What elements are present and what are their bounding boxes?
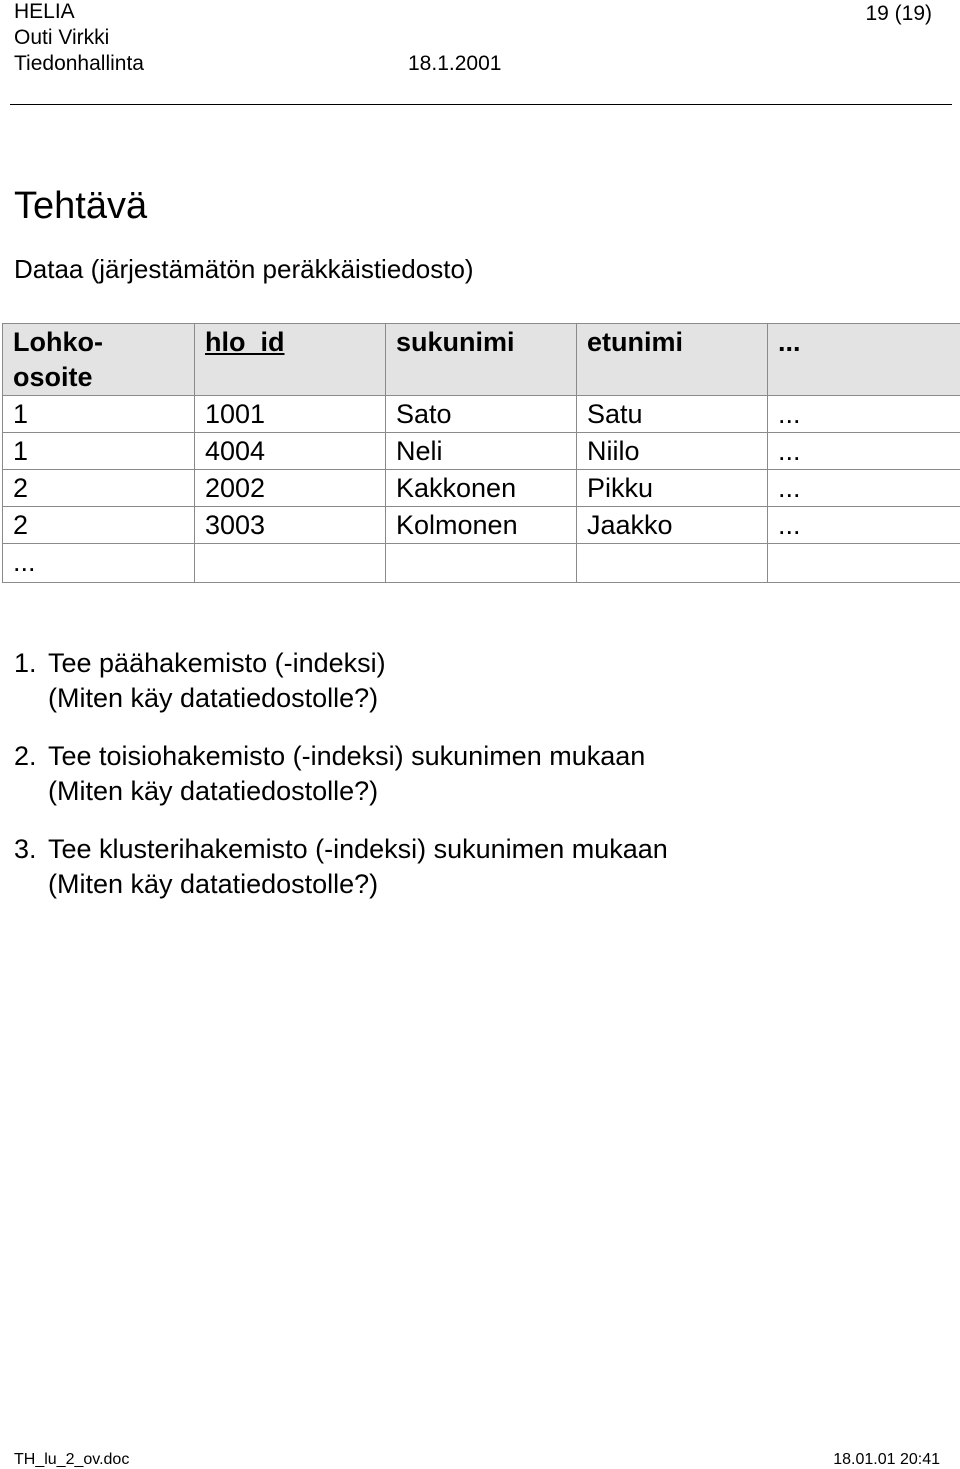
column-header: etunimi [577,324,768,396]
table-cell [386,544,577,583]
column-header: hlo_id [195,324,386,396]
task-text: Tee klusterihakemisto (-indeksi) sukunimen mukaan [48,834,668,864]
page-subtitle: Dataa (järjestämätön peräkkäistiedosto) [14,254,474,284]
table-cell: 2 [3,507,195,544]
data-table [2,323,960,583]
task-item [14,646,386,716]
table-cell: 2002 [195,470,386,507]
table-cell: 4004 [195,433,386,470]
task-text: Tee päähakemisto (-indeksi) [48,648,386,678]
table-cell: 3003 [195,507,386,544]
footer-filename: TH_lu_2_ov.doc [14,1451,130,1468]
table-cell: ... [768,507,960,544]
table-cell: ... [768,396,960,433]
table-row [3,507,960,544]
task-note: (Miten käy datatiedostolle?) [48,869,379,899]
header-divider [10,104,952,105]
table-cell: ... [3,544,195,583]
table-cell: Satu [577,396,768,433]
table-cell: ... [768,433,960,470]
page-title: Tehtävä [14,185,148,227]
task-item [14,739,645,809]
task-number: 2. [14,741,37,771]
table-cell: 1 [3,433,195,470]
table-cell: ... [768,470,960,507]
table-cell: Niilo [577,433,768,470]
task-number: 1. [14,648,37,678]
table-cell [195,544,386,583]
table-cell: 2 [3,470,195,507]
table-cell: Neli [386,433,577,470]
table-cell: Kolmonen [386,507,577,544]
table-row [3,433,960,470]
table-header-row [3,324,960,396]
column-header: ... [768,324,960,396]
header-author: Outi Virkki [14,26,110,49]
task-text: Tee toisiohakemisto (-indeksi) sukunimen mukaan [48,741,646,771]
table-cell: Sato [386,396,577,433]
task-note: (Miten käy datatiedostolle?) [48,776,379,806]
table-cell: Pikku [577,470,768,507]
column-header: sukunimi [386,324,577,396]
table-cell: Jaakko [577,507,768,544]
task-number: 3. [14,834,37,864]
table-cell: 1 [3,396,195,433]
header-course: Tiedonhallinta [14,52,144,75]
table-row [3,470,960,507]
column-header: Lohko- osoite [3,324,195,396]
table-cell: Kakkonen [386,470,577,507]
task-note: (Miten käy datatiedostolle?) [48,683,379,713]
table-row [3,544,960,583]
table-cell: 1001 [195,396,386,433]
table-row [3,396,960,433]
footer-timestamp: 18.01.01 20:41 [833,1451,940,1468]
table-cell [577,544,768,583]
header-date: 18.1.2001 [408,52,502,75]
task-item [14,832,668,902]
header-organization: HELIA [14,0,75,23]
table-cell [768,544,960,583]
header-page-number: 19 (19) [865,2,932,25]
